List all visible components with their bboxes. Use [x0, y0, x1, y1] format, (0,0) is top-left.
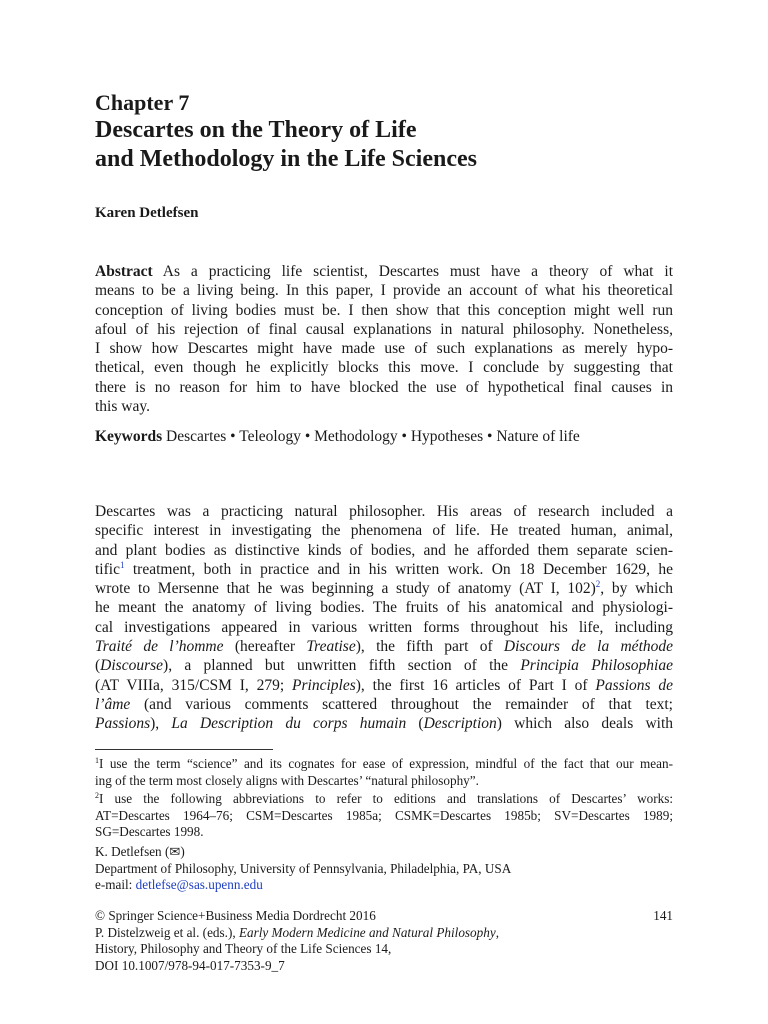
footnote-ref-1[interactable]: 1 [119, 559, 125, 570]
body-line: Descartes was a practicing natural philosopher. His areas of research included a [95, 503, 673, 520]
chapter-title [95, 116, 477, 174]
chapter-title-line: Descartes on the Theory of Life [95, 117, 417, 143]
abstract-label: Abstract [95, 263, 153, 280]
author-name: Karen Detlefsen [95, 205, 199, 221]
footnote-number: 1 [95, 756, 99, 765]
body-line: l’âme (and various comments scattered throughout the remainder of that text; [95, 695, 673, 713]
keywords-text: Descartes • Teleology • Methodology • Hypotheses • Nature of life [166, 428, 580, 445]
body-line: Traité de l’homme (hereafter Treatise), the fifth part of Discours de la méthode [95, 638, 673, 656]
abstract-line: I show how Descartes might have made use of such explanations as merely hypo- [95, 340, 673, 358]
body-line: cal investigations appeared in various written forms throughout his life, including [95, 618, 673, 636]
footnote-divider [95, 749, 273, 750]
footnote-1: $^1$I use the term “science” and its cognates for ease of expression, mindful of the fact that our mean- ing of the term most closely aligns with Descartes’ “natural philosophy”. [95, 756, 673, 788]
keywords-label: Keywords [95, 428, 163, 445]
body-line: (Discourse), a planned but unwritten fifth section of the Principia Philosophiae [95, 657, 673, 675]
body-line: he meant the anatomy of living bodies. The fruits of his anatomical and physiologi- [95, 599, 673, 617]
publication-info: © Springer Science+Business Media Dordrecht 2016 P. Distelzweig et al. (eds.), Early Modern Medicine and Natural Philosophy, History, Philosophy and Theory of the Life Sciences 14, DOI 10.1007/978-94-017-7353-9_7 [95, 908, 499, 973]
body-line: tific$^1$ treatment, both in practice and in his written work. On 18 December 1629, he [95, 559, 673, 578]
abstract-line: conception of living bodies must be. I then show that this conception might well run [95, 301, 673, 319]
copyright: © Springer Science+Business Media Dordrecht 2016 [95, 908, 376, 923]
abstract-line: means to be a living being. In this paper, I provide an account of what his theoretical [95, 282, 673, 300]
body-line: wrote to Mersenne that he was beginning a study of anatomy (AT I, 102)$^2$, by which [95, 579, 673, 598]
abstract-line: thetical, even though he explicitly blocks this move. I conclude by suggesting that [95, 359, 673, 377]
envelope-icon: ✉ [169, 844, 181, 859]
abstract-line: afoul of his rejection of final causal explanations in natural philosophy. Nonetheless, [95, 320, 673, 338]
chapter-number: Chapter 7 [95, 90, 190, 115]
chapter-title-line: and Methodology in the Life Sciences [95, 146, 477, 172]
abstract-line: there is no reason for him to have blocked the use of hypothetical final causes in [95, 378, 673, 396]
department: Department of Philosophy, University of Pennsylvania, Philadelphia, PA, USA [95, 860, 512, 876]
book-title: Early Modern Medicine and Natural Philosophy [238, 924, 496, 940]
author-affiliation: K. Detlefsen (✉) Department of Philosophy, University of Pennsylvania, Philadelphia, PA, USA e-mail: detlefse@sas.upenn.edu [95, 844, 512, 892]
abstract-text: As a practicing life scientist, Descartes must have a theory of what it [162, 263, 673, 280]
abstract-line: this way. [95, 398, 150, 416]
series: History, Philosophy and Theory of the Life Sciences 14, [95, 941, 392, 956]
body-text [95, 502, 673, 734]
abstract-line [95, 262, 673, 281]
footnote-ref-2[interactable]: 2 [595, 579, 601, 590]
body-line: and plant bodies as distinctive kinds of bodies, and he afforded them separate scien- [95, 541, 673, 559]
body-line: (AT VIIIa, 315/CSM I, 279; Principles), the first 16 articles of Part I of Passions de [95, 676, 674, 694]
email-link[interactable]: detlefse@sas.upenn.edu [135, 877, 263, 892]
body-line: Passions), La Description du corps humain (Description) which also deals with [95, 715, 673, 733]
footnote-number: 2 [95, 791, 99, 800]
body-line: specific interest in investigating the phenomena of life. He treated human, animal, [95, 522, 673, 540]
page-number: 141 [653, 908, 673, 923]
footnote-2: $^2$I use the following abbreviations to refer to editions and translations of Descartes’ works: AT=Descartes 1964–76; CSM=Descartes 1985a; CSMK=Descartes 1985b; SV=Descartes 1989; SG=Descartes 1998. [95, 791, 673, 839]
doi: DOI 10.1007/978-94-017-7353-9_7 [95, 957, 285, 973]
abstract [95, 262, 673, 416]
keywords [95, 428, 580, 446]
